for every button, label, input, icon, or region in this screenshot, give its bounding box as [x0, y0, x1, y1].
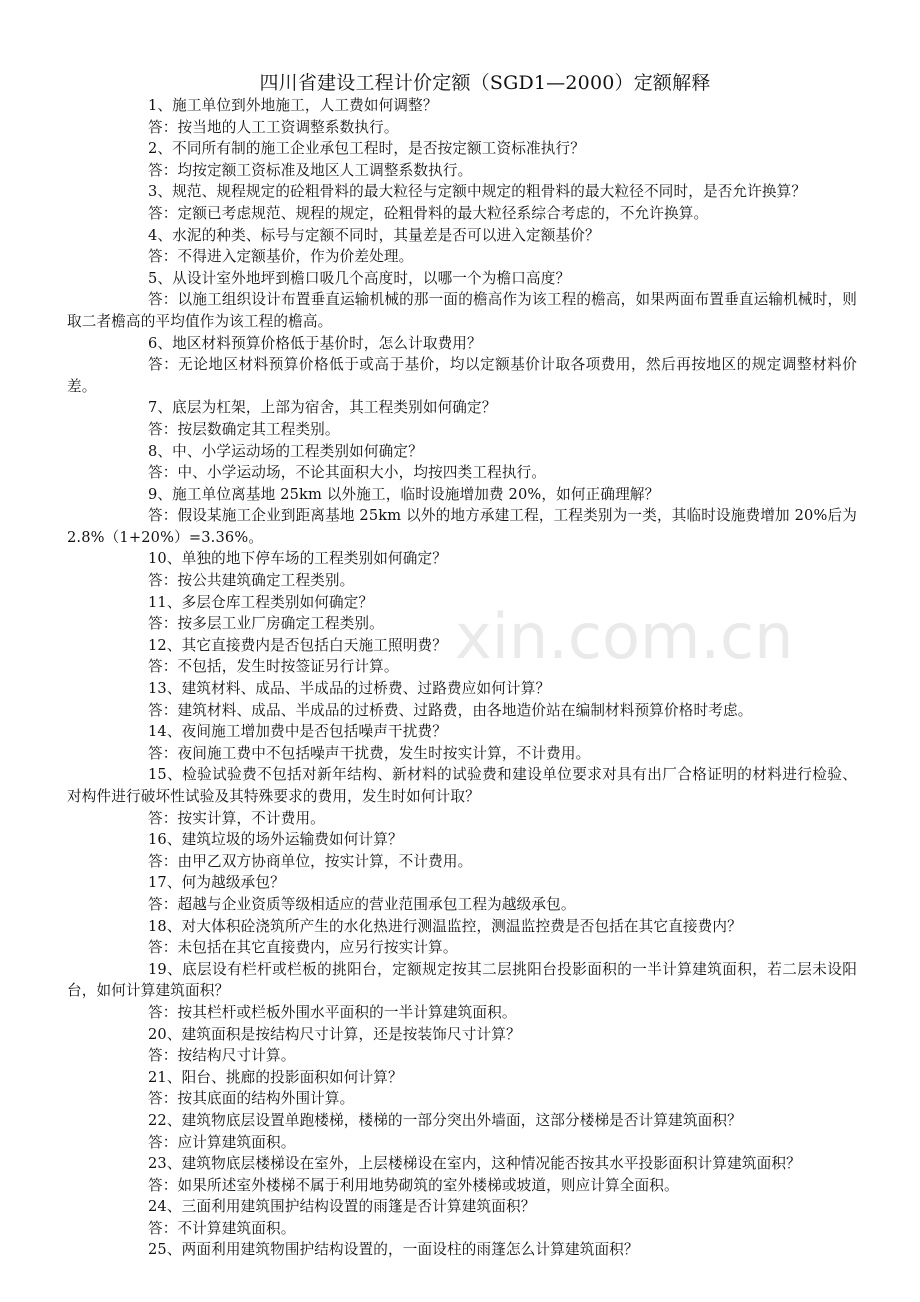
question-paragraph: 23、建筑物底层楼梯设在室外，上层楼梯设在室内，这种情况能否按其水平投影面积计算建筑面积？ [148, 1155, 801, 1173]
answer-paragraph: 答：超越与企业资质等级相适应的营业范围承包工程为越级承包。 [148, 895, 576, 913]
question-paragraph: 17、何为越级承包？ [148, 874, 285, 892]
document-title: 四川省建设工程计价定额（SGD1—2000）定额解释 [259, 72, 711, 94]
question-paragraph: 20、建筑面积是按结构尺寸计算，还是按装饰尺寸计算？ [148, 1025, 521, 1043]
answer-paragraph: 答：按其栏杆或栏板外围水平面积的一半计算建筑面积。 [148, 1003, 517, 1021]
question-paragraph: 12、其它直接费内是否包括白天施工照明费？ [148, 636, 448, 654]
question-paragraph: 19、底层设有栏杆或栏板的挑阳台，定额规定按其二层挑阳台投影面积的一半计算建筑面积，若二层未设阳台，如何计算建筑面积？ [67, 960, 857, 1000]
question-paragraph: 3、规范、规程规定的砼粗骨料的最大粒径与定额中规定的粗骨料的最大粒径不同时，是否允许换算？ [148, 183, 807, 201]
question-paragraph: 16、建筑垃圾的场外运输费如何计算？ [148, 831, 403, 849]
answer-paragraph: 答：按多层工业厂房确定工程类别。 [148, 615, 384, 633]
answer-paragraph: 答：如果所述室外楼梯不属于利用地势砌筑的室外楼梯或坡道，则应计算全面积。 [148, 1176, 679, 1194]
watermark: xin.com.cn [455, 600, 794, 673]
answer-paragraph: 答：按实计算，不计费用。 [148, 809, 325, 827]
question-paragraph: 2、不同所有制的施工企业承包工程时，是否按定额工资标准执行？ [148, 140, 586, 158]
answer-paragraph: 答：由甲乙双方协商单位，按实计算，不计费用。 [148, 852, 473, 870]
answer-paragraph: 答：夜间施工费中不包括噪声干扰费，发生时按实计算，不计费用。 [148, 744, 591, 762]
answer-paragraph: 答：定额已考虑规范、规程的规定，砼粗骨料的最大粒径系综合考虑的，不允许换算。 [148, 204, 709, 222]
question-paragraph: 15、检验试验费不包括对新年结构、新材料的试验费和建设单位要求对具有出厂合格证明的材料进行检验、对构件进行破坏性试验及其特殊要求的费用，发生时如何计取？ [67, 766, 857, 805]
question-paragraph: 10、单独的地下停车场的工程类别如何确定？ [148, 550, 448, 568]
question-paragraph: 18、对大体积砼浇筑所产生的水化热进行测温监控，测温监控费是否包括在其它直接费内？ [148, 917, 742, 935]
answer-paragraph: 答：未包括在其它直接费内，应另行按实计算。 [148, 939, 458, 957]
question-paragraph: 13、建筑材料、成品、半成品的过桥费、过路费应如何计算？ [148, 680, 551, 698]
question-paragraph: 22、建筑物底层设置单跑楼梯，楼梯的一部分突出外墙面，这部分楼梯是否计算建筑面积？ [148, 1111, 742, 1129]
question-paragraph: 5、从设计室外地坪到檐口吸几个高度时，以哪一个为檐口高度？ [148, 269, 571, 287]
answer-paragraph: 答：不计算建筑面积。 [148, 1219, 296, 1237]
answer-paragraph: 答：按当地的人工工资调整系数执行。 [148, 118, 399, 136]
answer-paragraph: 答：按其底面的结构外围计算。 [148, 1090, 355, 1108]
question-paragraph: 11、多层仓库工程类别如何确定？ [148, 593, 374, 611]
answer-paragraph: 答：应计算建筑面积。 [148, 1133, 296, 1151]
document-body [67, 95, 857, 1261]
answer-paragraph: 答：按公共建筑确定工程类别。 [148, 572, 355, 590]
answer-paragraph: 答：无论地区材料预算价格低于或高于基价，均以定额基价计取各项费用，然后再按地区的规定调整材料价差。 [67, 356, 857, 395]
answer-paragraph: 答：建筑材料、成品、半成品的过桥费、过路费，由各地造价站在编制材料预算价格时考虑。 [148, 701, 753, 719]
answer-paragraph: 答：不包括，发生时按签证另行计算。 [148, 658, 399, 676]
question-paragraph: 1、施工单位到外地施工，人工费如何调整？ [148, 97, 438, 114]
answer-paragraph: 答：均按定额工资标准及地区人工调整系数执行。 [148, 161, 473, 179]
question-paragraph: 9、施工单位离基地 25km 以外施工，临时设施增加费 20%，如何正确理解？ [148, 485, 660, 503]
answer-paragraph: 答：假设某施工企业到距离基地 25km 以外的地方承建工程，工程类别为一类，其临时设施费增加 20%后为 2.8%（1+20%）=3.36%。 [67, 507, 857, 546]
answer-paragraph: 答：按结构尺寸计算。 [148, 1047, 296, 1065]
question-paragraph: 6、地区材料预算价格低于基价时，怎么计取费用？ [148, 334, 482, 352]
question-paragraph: 4、水泥的种类、标号与定额不同时，其量差是否可以进入定额基价？ [148, 226, 600, 244]
question-paragraph: 24、三面利用建筑围护结构设置的雨篷是否计算建筑面积？ [148, 1198, 536, 1216]
answer-paragraph: 答：按层数确定其工程类别。 [148, 420, 340, 438]
answer-paragraph: 答：不得进入定额基价，作为价差处理。 [148, 248, 414, 266]
question-paragraph: 7、底层为杠架，上部为宿舍，其工程类别如何确定？ [148, 399, 497, 417]
answer-paragraph: 答：以施工组织设计布置垂直运输机械的那一面的檐高作为该工程的檐高，如果两面布置垂直运输机械时，则取二者檐高的平均值作为该工程的檐高。 [67, 291, 857, 330]
answer-paragraph: 答：中、小学运动场，不论其面积大小，均按四类工程执行。 [148, 464, 547, 482]
question-paragraph: 21、阳台、挑廊的投影面积如何计算？ [148, 1068, 403, 1086]
question-paragraph: 8、中、小学运动场的工程类别如何确定？ [148, 442, 423, 460]
question-paragraph: 14、夜间施工增加费中是否包括噪声干扰费？ [148, 723, 448, 741]
question-paragraph: 25、两面利用建筑物围护结构设置的，一面设柱的雨篷怎么计算建筑面积？ [148, 1241, 639, 1259]
